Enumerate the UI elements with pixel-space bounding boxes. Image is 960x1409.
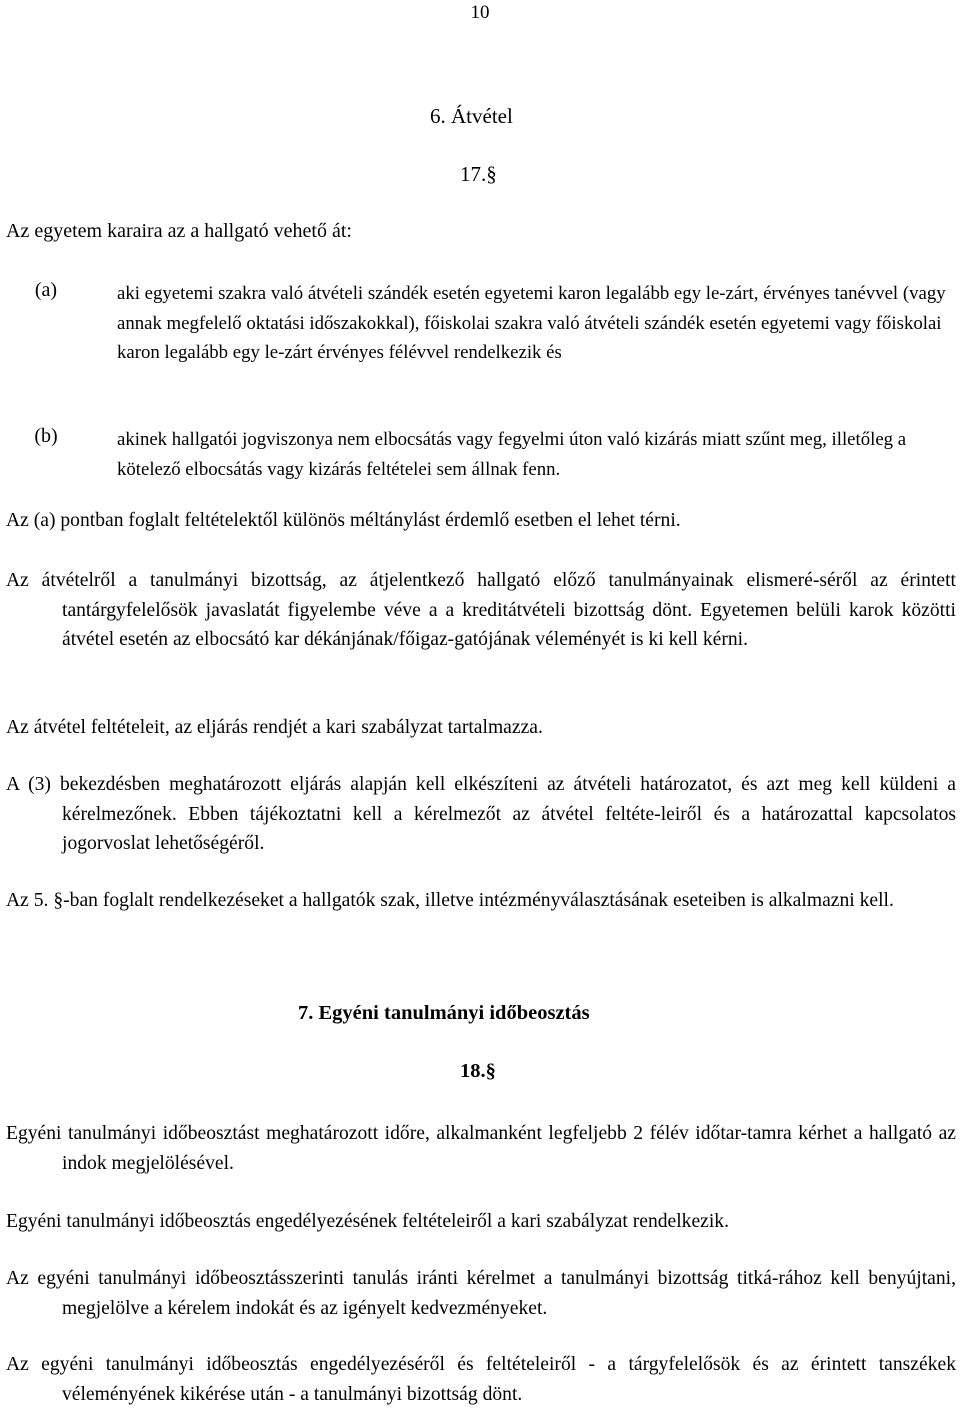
article-number-17: 17.§ [460,162,497,186]
paragraph: A (3) bekezdésben meghatározott eljárás alapján kell elkészíteni az átvételi határozatot, és azt meg kell küldeni a kérelmezőnek. Ebben tájékoztatni kell a kérelmezőt az átvétel feltéte-leiről és a határozattal kapcsolatos jogorvoslat lehetőségéről. [6,774,956,854]
paragraph: Az (a) pontban foglalt feltételektől különös méltánylást érdemlő esetben el lehet térni. [6,510,681,531]
paragraph: Az 5. §-ban foglalt rendelkezéseket a hallgatók szak, illetve intézményválasztásának eseteiben is alkalmazni kell. [6,890,894,911]
paragraph: Az egyéni tanulmányi időbeosztás engedélyezéséről és feltételeiről - a tárgyfelelősök és az érintett tanszékek véleményének kikérése után - a tanulmányi bizottság dönt. [6,1354,956,1405]
article-number-18: 18.§ [460,1060,496,1082]
paragraph: Egyéni tanulmányi időbeosztást meghatározott időre, alkalmanként legfeljebb 2 félév időtar-tamra kérhet a hallgató az indok megjelölésével. [6,1123,956,1174]
list-item-label-b: (b) [34,425,58,447]
paragraph: Az átvétel feltételeit, az eljárás rendjét a kari szabályzat tartalmazza. [6,717,543,738]
list-item-text-a: aki egyetemi szakra való átvételi szándék esetén egyetemi karon legalább egy le-zárt, érvényes tanévvel (vagy annak megfelelő oktatási időszakokkal), főiskolai szakra való átvételi szándék esetén egyetemi vagy főiskolai karon legalább egy le-zárt érvényes félévvel rendelkezik és [117,283,946,363]
section-lead: Az egyetem karaira az a hallgató vehető át: [6,220,352,242]
section-heading-egyeni-idobeosztas: 7. Egyéni tanulmányi időbeosztás [298,1002,590,1024]
list-item-label-a: (a) [34,279,58,301]
list-item-text-b: akinek hallgatói jogviszonya nem elbocsátás vagy fegyelmi úton való kizárás miatt szűnt meg, illetőleg a kötelező elbocsátás vagy kizárás feltételei sem állnak fenn. [117,429,907,480]
paragraph: Az átvételről a tanulmányi bizottság, az átjelentkező hallgató előző tanulmányainak elismeré-séről az érintett tantárgyfelelősök javaslatát figyelembe véve a a kreditátvételi bizottság dönt. Egyetemen belüli karok közötti átvétel esetén az elbocsátó kar dékánjának/főigaz-gatójának véleményét is ki kell kérni. [6,570,956,650]
paragraph: Egyéni tanulmányi időbeosztás engedélyezésének feltételeiről a kari szabályzat rendelkezik. [6,1211,730,1232]
page-number: 10 [470,2,490,23]
section-heading-atvetel: 6. Átvétel [430,104,513,128]
paragraph: Az egyéni tanulmányi időbeosztásszerinti tanulás iránti kérelmet a tanulmányi bizottság titká-rához kell benyújtani, megjelölve a kérelem indokát és az igényelt kedvezményeket. [6,1268,956,1319]
